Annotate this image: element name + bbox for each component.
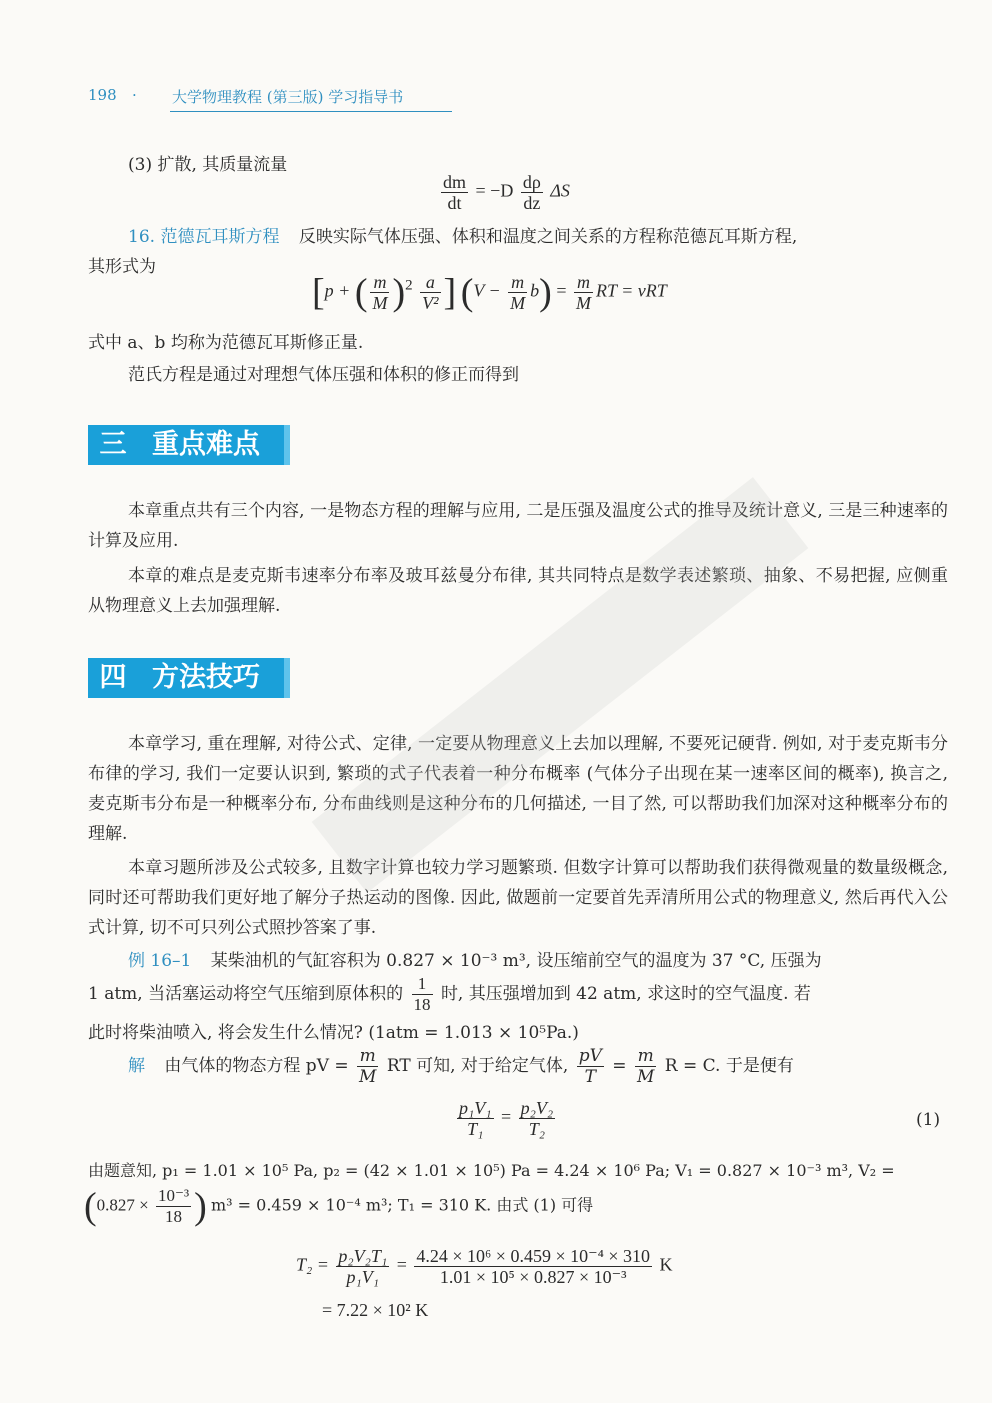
solution-label: 解 [128,1056,145,1076]
header-dot: · [132,86,137,104]
equation-1: $\frac{\text{p₁V₁}}{\text{T₁}}$ = $\frac{\text{p₂V₂}}{\text{T₂}}$ [459,1098,554,1139]
page-number: 198 [88,86,117,104]
example-line1: 例 16–1 某柴油机的气缸容积为 0.827 × 10⁻³ m³, 设压缩前空气的温度为 37 °C, 压强为 [128,951,822,971]
given-line1: 由题意知, p₁ = 1.01 × 10⁵ Pa, p₂ = (42 × 1.01 × 10⁵) Pa = 4.24 × 10⁶ Pa; V₁ = 0.827 × 10⁻³ m³, V₂ = [88,1161,895,1180]
example-line3: 此时将柴油喷入, 将会发生什么情况? (1atm = 1.013 × 10⁵Pa.) [88,1023,579,1043]
section-heading-3: 三 重点难点 [88,425,290,465]
t2-result: = 7.22 × 10² K [322,1300,429,1320]
van-der-waals-equation: [p + ( $\frac{m}{M}$ )$^2$ $\frac{a}{\text{V²}}$ ] (V − $\frac{m}{M}$ b) = $\frac{m}{M}$ RT = νRT [312,271,667,314]
diffusion-label: (3) 扩散, 其质量流量 [128,155,288,175]
header-rule [170,111,452,112]
section-heading-4: 四 方法技巧 [88,658,290,698]
section4-para2: 本章习题所涉及公式较多, 且数字计算也较力学习题繁琐. 但数字计算可以帮助我们获得微观量的数量级概念, 同时还可帮助我们更好地了解分子热运动的图像. 因此, 做题前一定要首先弄清所用公式的物理意义, 然后再代入公式计算, 切不可只列公式照抄答案了事. [88,858,948,938]
item16-summary: 范氏方程是通过对理想气体压强和体积的修正而得到 [128,365,519,385]
solution-line1: 解 由气体的物态方程 pV = $\frac{m}{M}$ RT 可知, 对于给定气体, $\frac{pV}{T}$ = $\frac{m}{M}$ R = C. 于是便有 [128,1046,794,1087]
item16-line2: 其形式为 [88,257,156,277]
book-title: 大学物理教程 (第三版) 学习指导书 [172,88,404,106]
equation-1-tag: (1) [916,1110,941,1130]
example-label: 例 16–1 [128,951,192,971]
t2-equation: T₂ = $\frac{\text{p₂V₂T₁}}{\text{p₁V₁}}$ = $\frac{\text{4.24 × 10⁶ × 0.459 × 10⁻⁴ × 310}}{\text{1.01 × 10⁵ × 0.827 × 10⁻³}}$ K [296,1246,673,1287]
diffusion-equation: $\frac{dm}{dt}$ = −D $\frac{d\rho}{dz}$ ΔS [443,172,570,213]
item16-title: 16. 范德瓦耳斯方程 [128,227,280,247]
item16-note: 式中 a、b 均称为范德瓦耳斯修正量. [88,333,364,353]
section4-para1: 本章学习, 重在理解, 对待公式、定律, 一定要从物理意义上去加以理解, 不要死记硬背. 例如, 对于麦克斯韦分布律的学习, 我们一定要认识到, 繁琐的式子代表着一种分布概率 (气体分子出现在某一速率区间的概率), 换言之, 麦克斯韦分布是一种概率分布, 分布曲线则是这种分布的几何描述, 一目了然, 可以帮助我们加深对这种概率分布的理解. [88,734,948,844]
item16-text: 反映实际气体压强、体积和温度之间关系的方程称范德瓦耳斯方程, [298,227,798,247]
item16-line1 [128,222,797,247]
given-line2: (0.827 × $\frac{\text{10⁻³}}{18}$ ) m³ = 0.459 × 10⁻⁴ m³; T₁ = 310 K. 由式 (1) 可得 [84,1185,594,1228]
section3-para1: 本章重点共有三个内容, 一是物态方程的理解与应用, 二是压强及温度公式的推导及统计意义, 三是三种速率的计算及应用. [88,501,948,551]
section3-para2: 本章的难点是麦克斯韦速率分布率及玻耳兹曼分布律, 其共同特点是数学表述繁琐、抽象、不易把握, 应侧重从物理意义上去加强理解. [88,566,948,616]
example-line2: 1 atm, 当活塞运动将空气压缩到原体积的 $\frac{1}{18}$ 时, 其压强增加到 42 atm, 求这时的空气温度. 若 [88,974,811,1014]
